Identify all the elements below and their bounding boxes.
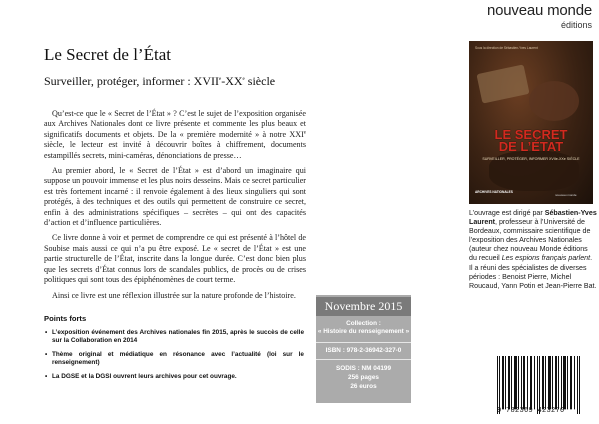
book-subtitle: Surveiller, protéger, informer : XVIIe-XXe siècle — [44, 74, 276, 88]
bullet-icon: • — [45, 350, 48, 358]
bullet-icon: • — [45, 372, 48, 380]
book-title: Le Secret de l’État — [44, 45, 171, 64]
cover-editor-text: Sous la direction de Sébastien-Yves Laurent — [475, 46, 538, 50]
sodis-details: SODIS : NM 04199 256 pages 26 euros — [335, 365, 392, 390]
points-forts-title: Points forts — [44, 314, 87, 323]
cover-title: LE SECRET DE L’ÉTAT — [494, 127, 568, 154]
list-item: • Thème original et médiatique en résonance avec l’actualité (loi sur le renseignement) — [45, 350, 304, 367]
barcode-icon — [497, 356, 583, 414]
cover-subtitle: SURVEILLER, PROTÉGER, INFORMER XVIIe-XXe SIÈCLE — [482, 157, 580, 161]
barcode-number: 9 782369 423270 — [497, 407, 565, 415]
bullet-icon: • — [45, 329, 48, 336]
points-forts-list — [44, 329, 304, 386]
paragraph-3: Ce livre donne à voir et permet de comprendre ce qui est présenté à l’hôtel de Soubise mais aussi ce qui n’a pu être exposé. Le « secret de l’État » est une partie structurelle de l’État, inscrite dans la longue durée. C’est donc bien plus que les secrets d’État connus lors de scandales publics, de procès ou de crises politiques qui sont tous des épiphénomènes de court terme. — [44, 233, 306, 285]
paragraph-4: Ainsi ce livre est une réflexion illustrée sur la nature profonde de l’histoire. — [52, 290, 296, 300]
publisher-name: nouveau monde — [487, 2, 592, 19]
isbn: ISBN : 978-2-36942-327-0 — [325, 347, 402, 354]
divider — [316, 359, 411, 360]
list-item: • L’exposition événement des Archives nationales fin 2015, après le succès de celle sur la Collaboration en 2014 — [45, 329, 304, 345]
divider — [316, 342, 411, 343]
cover-logo: ARCHIVES NATIONALES — [475, 190, 513, 194]
cover-publisher: nouveau monde — [555, 193, 577, 197]
description — [44, 109, 306, 306]
cover-art-shape — [529, 81, 579, 121]
book-cover-image — [469, 41, 593, 204]
list-item: • La DGSE et la DGSI ouvrent leurs archives pour cet ouvrage. — [45, 372, 237, 380]
paragraph-2: Au premier abord, le « Secret de l’État » est d’abord un imaginaire qui suppose un pouvoir immense et les plus noirs desseins. Mais ce secret particulier est très fortement incarné : il renvoie également à des lieux singuliers qui sont protégés, à des techniques et des outils qui permettent de construire ce secret, enfin à des administrations spécifiques – secrètes – qui ont des capacités d’action et d’influence particulières. — [44, 166, 306, 228]
publisher-sub: éditions — [560, 20, 592, 30]
collection: Collection : « Histoire du renseignement » — [317, 320, 410, 335]
cover-art-shape — [476, 64, 529, 103]
release-date: Novembre 2015 — [316, 297, 411, 316]
paragraph-1: Qu’est-ce que le « Secret de l’État » ? C’est le sujet de l’exposition organisée aux Archives Nationales dont ce livre présente et commente les plus beaux et significatifs documents et objets. De la « première modernité » à notre XXIe siècle, le lecteur est invité à découvrir boîtes à chiffrement, documents estampillés secrets, mini-caméras, dénonciations de presse… — [44, 109, 306, 160]
author-blurb: L’ouvrage est dirigé par Sébastien-Yves Laurent, professeur à l’Université de Bordeaux, commissaire scientifique de l’exposition des Archives Nationales (auteur chez nouveau Monde éditions du recueil Les espions français parlent. Il a réuni des spécialistes de diverses périodes : Benoist Pierre, Michel Roucaud, Yann Potin et Jean-Pierre Bat. — [469, 209, 597, 290]
